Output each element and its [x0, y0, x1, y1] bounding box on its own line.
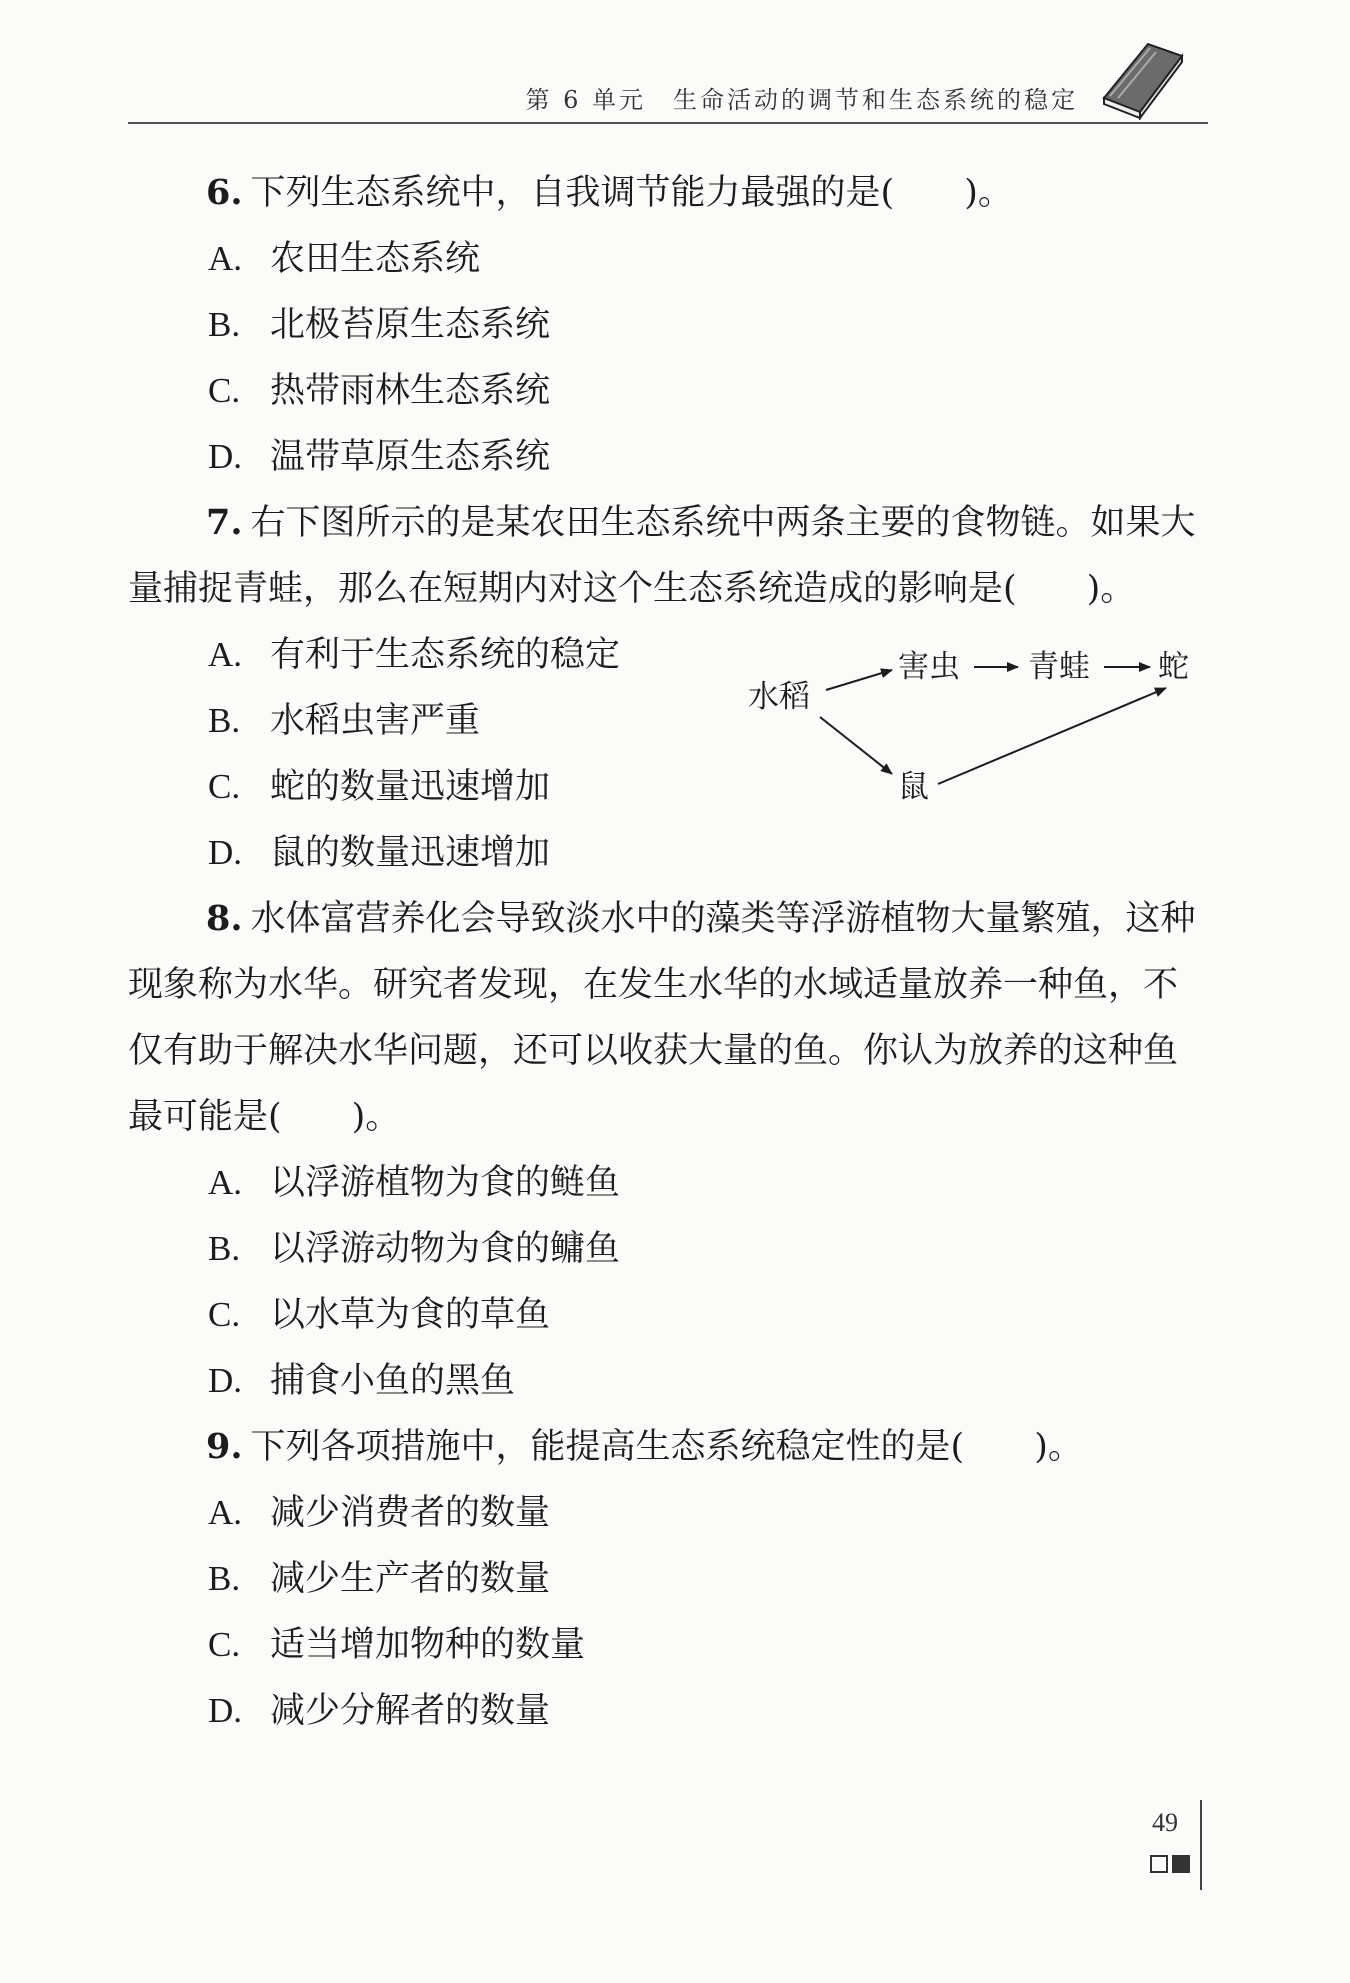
question-9 — [128, 1414, 1208, 1480]
node-mouse: 鼠 — [898, 769, 929, 805]
page-number: 49 — [1152, 1808, 1178, 1837]
option-text: 适当增加物种的数量 — [270, 1625, 586, 1665]
option-letter: B. — [208, 1559, 241, 1598]
option-text: 水稻虫害严重 — [270, 701, 481, 741]
option-letter: C. — [208, 1625, 241, 1664]
question-number: 8. — [206, 898, 243, 939]
option-6c — [208, 358, 1208, 424]
question-text: 水体富营养化会导致淡水中的藻类等浮游植物大量繁殖，这种现象称为水华。研究者发现，在发生水华的水域适量放养一种鱼，不仅有助于解决水华问题，还可以收获大量的鱼。你认为放养的这种鱼最可能是( )。 — [128, 899, 1196, 1137]
option-text: 减少消费者的数量 — [270, 1493, 551, 1533]
option-letter: B. — [208, 1229, 241, 1268]
option-letter: A. — [208, 1163, 243, 1202]
option-text: 温带草原生态系统 — [270, 437, 551, 477]
option-letter: C. — [208, 371, 241, 410]
option-8a — [208, 1150, 1208, 1216]
question-text: 右下图所示的是某农田生态系统中两条主要的食物链。如果大量捕捉青蛙，那么在短期内对这个生态系统造成的影响是( )。 — [128, 503, 1196, 609]
option-text: 以水草为食的草鱼 — [270, 1295, 551, 1335]
option-text: 有利于生态系统的稳定 — [270, 635, 621, 675]
food-chain-diagram — [748, 622, 1218, 832]
option-6a — [208, 226, 1208, 292]
option-letter: C. — [208, 767, 241, 806]
option-letter: C. — [208, 1295, 241, 1334]
node-pest: 害虫 — [898, 649, 960, 685]
question-text: 下列各项措施中，能提高生态系统稳定性的是( )。 — [250, 1427, 1083, 1467]
option-letter: D. — [208, 833, 243, 872]
option-text: 以浮游植物为食的鲢鱼 — [270, 1163, 621, 1203]
option-letter: B. — [208, 701, 241, 740]
option-letter: D. — [208, 437, 243, 476]
option-letter: D. — [208, 1691, 243, 1730]
question-text: 下列生态系统中，自我调节能力最强的是( )。 — [250, 173, 1013, 213]
option-6d — [208, 424, 1208, 490]
question-8 — [128, 886, 1208, 1150]
option-letter: A. — [208, 1493, 243, 1532]
option-letter: D. — [208, 1361, 243, 1400]
option-letter: A. — [208, 635, 243, 674]
option-text: 减少生产者的数量 — [270, 1559, 551, 1599]
option-9a — [208, 1480, 1208, 1546]
book-icon — [1096, 36, 1188, 120]
page-header — [128, 60, 1208, 124]
option-letter: B. — [208, 305, 241, 344]
node-rice: 水稻 — [748, 679, 810, 715]
option-8d — [208, 1348, 1208, 1414]
option-9d — [208, 1678, 1208, 1744]
header-title: 第 6 单元 生命活动的调节和生态系统的稳定 — [525, 86, 1078, 114]
square-outline-icon — [1150, 1855, 1168, 1873]
square-filled-icon — [1172, 1855, 1190, 1873]
page-content — [128, 160, 1208, 1744]
option-8b — [208, 1216, 1208, 1282]
option-6b — [208, 292, 1208, 358]
arrow-rice-pest — [826, 670, 892, 690]
node-frog: 青蛙 — [1028, 649, 1090, 685]
option-text: 鼠的数量迅速增加 — [270, 833, 551, 873]
question-number: 6. — [206, 172, 243, 213]
option-text: 蛇的数量迅速增加 — [270, 767, 551, 807]
arrow-mouse-snake — [938, 688, 1166, 784]
option-text: 农田生态系统 — [270, 239, 481, 279]
option-text: 热带雨林生态系统 — [270, 371, 551, 411]
node-snake: 蛇 — [1158, 649, 1189, 685]
question-number: 9. — [206, 1426, 243, 1467]
option-9b — [208, 1546, 1208, 1612]
option-text: 北极苔原生态系统 — [270, 305, 551, 345]
option-9c — [208, 1612, 1208, 1678]
question-7 — [128, 490, 1208, 622]
question-6 — [128, 160, 1208, 226]
option-letter: A. — [208, 239, 243, 278]
question-7-options — [128, 622, 1208, 886]
option-text: 以浮游动物为食的鳙鱼 — [270, 1229, 621, 1269]
option-8c — [208, 1282, 1208, 1348]
footer-divider — [1200, 1800, 1202, 1890]
option-text: 捕食小鱼的黑鱼 — [270, 1361, 516, 1401]
question-number: 7. — [206, 502, 243, 543]
option-text: 减少分解者的数量 — [270, 1691, 551, 1731]
arrow-rice-mouse — [820, 717, 892, 774]
